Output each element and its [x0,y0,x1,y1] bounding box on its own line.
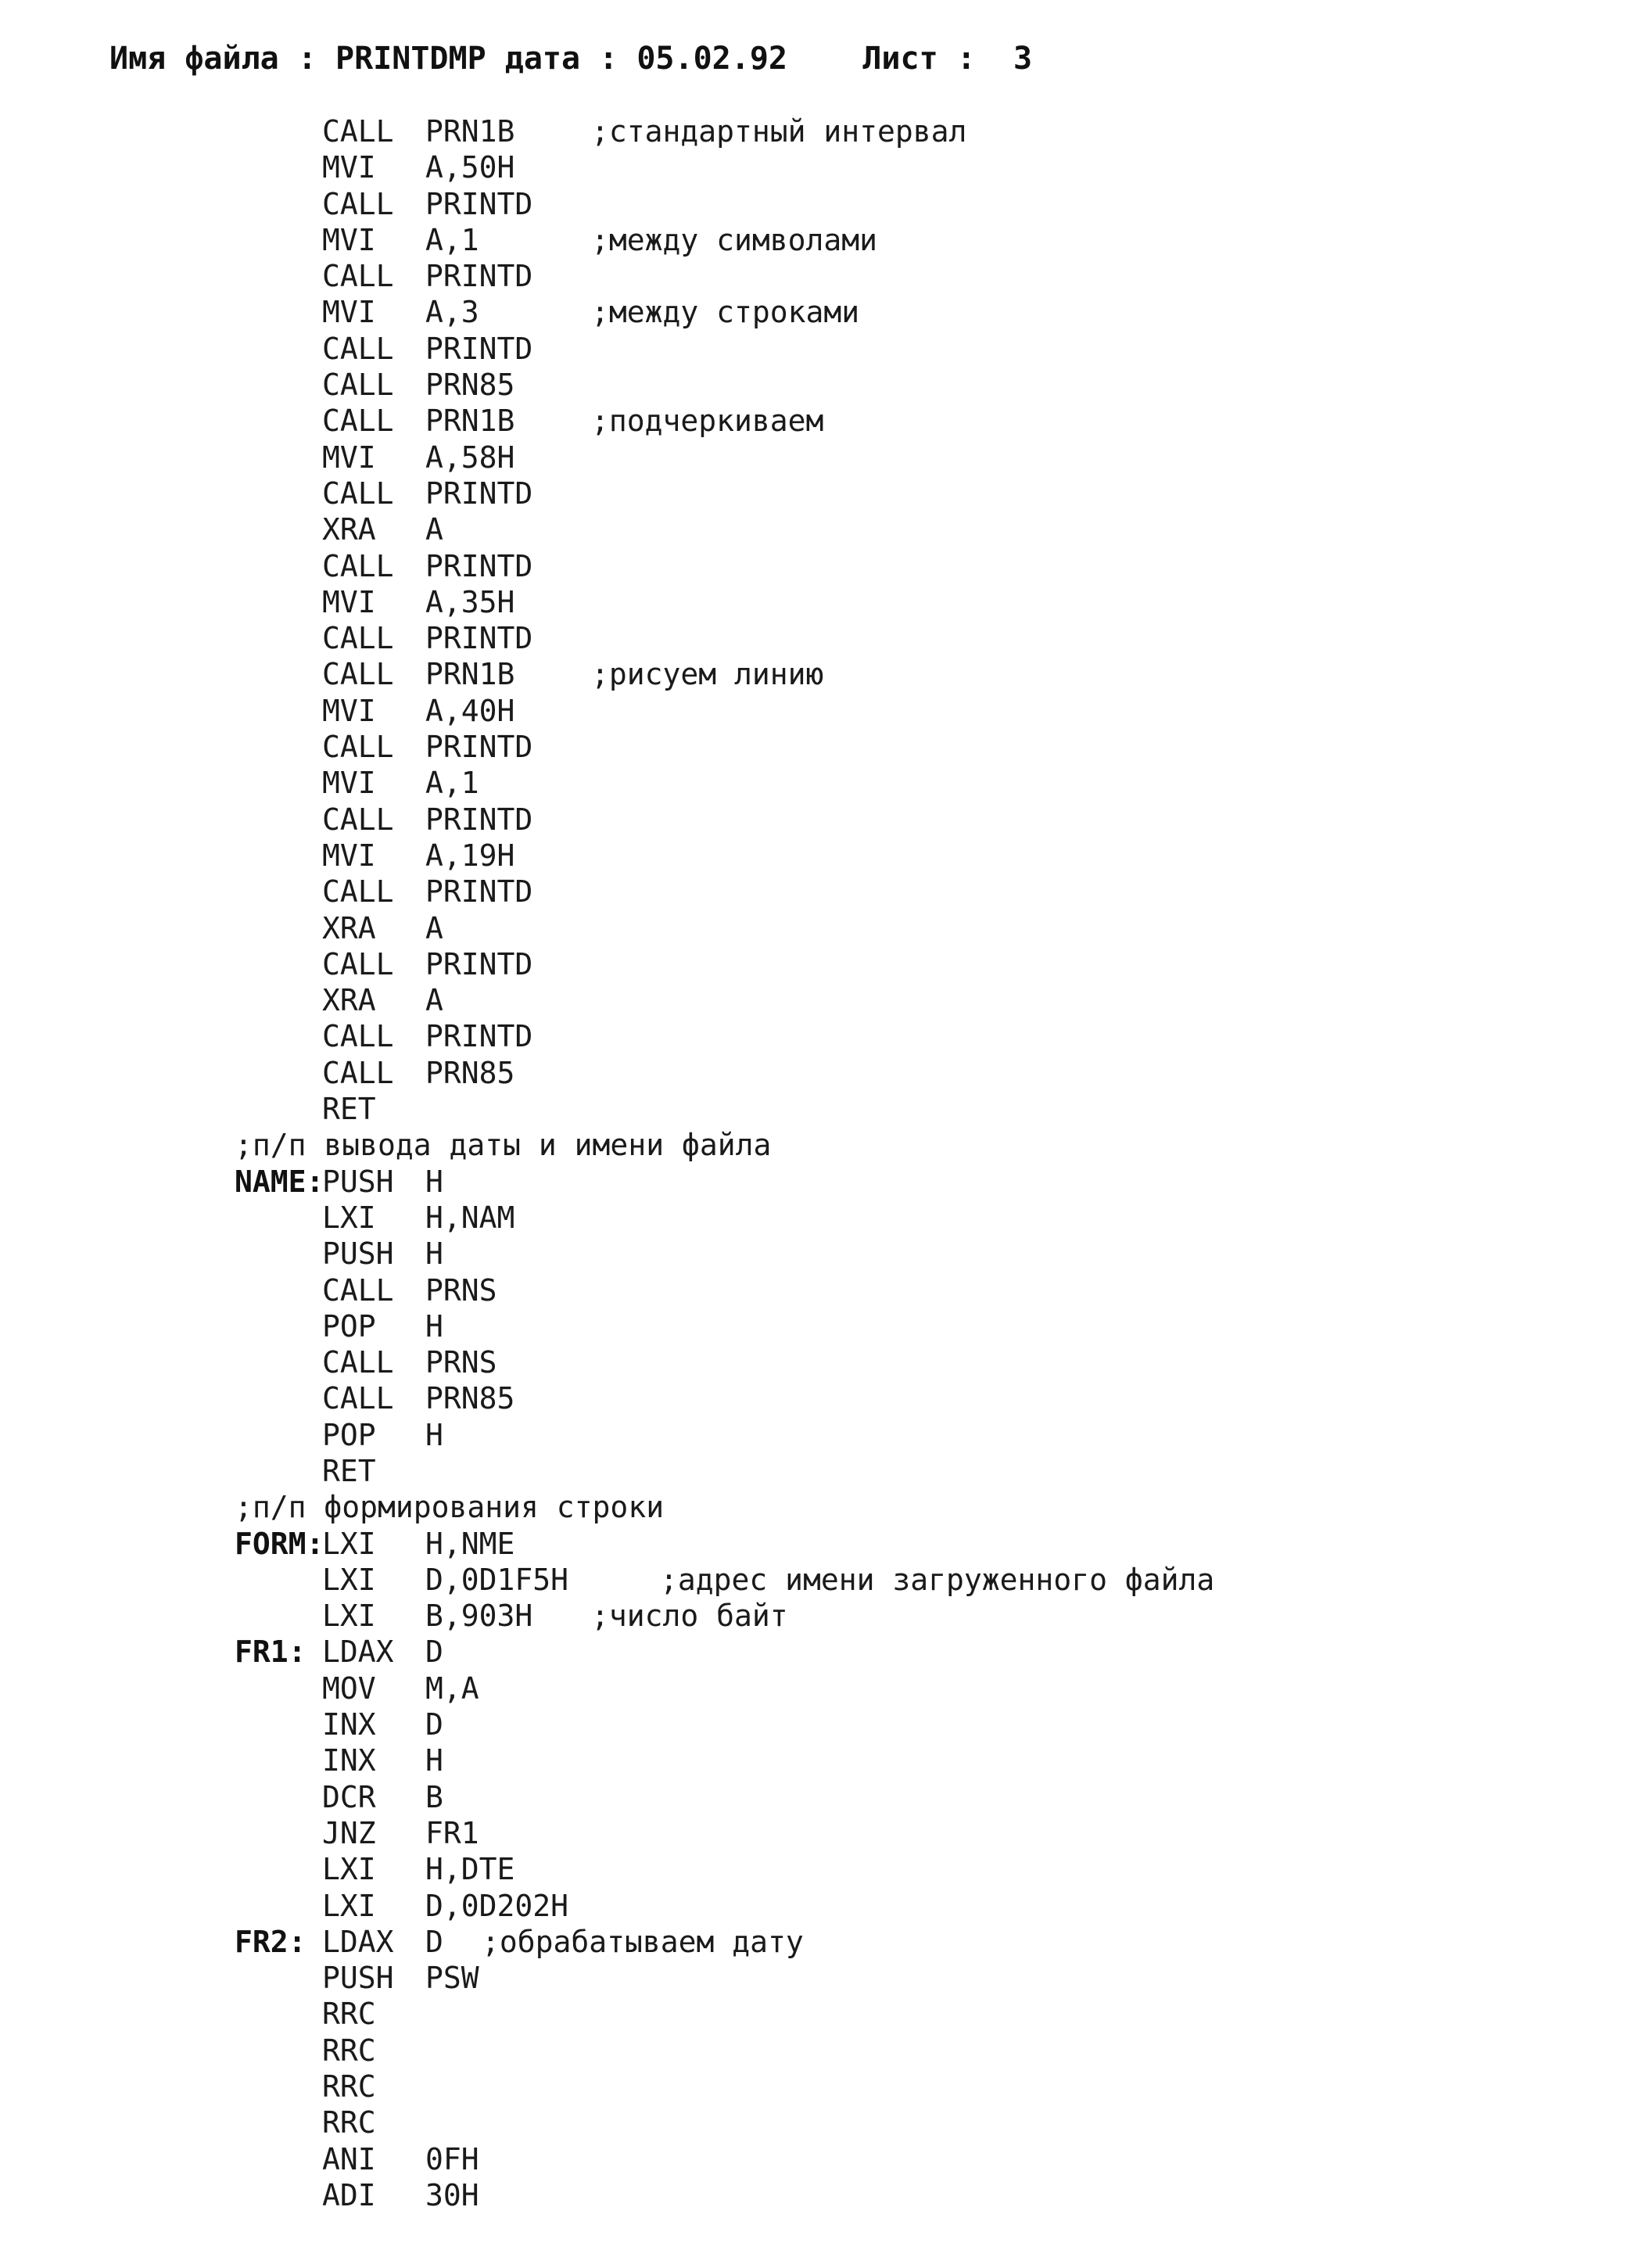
code-comment: ;число байт [591,1599,788,1634]
code-opcode: LDAX [322,1635,394,1670]
code-opcode: PUSH [322,1236,394,1272]
code-opcode: ANI [322,2141,376,2176]
code-opcode: CALL [322,1272,394,1308]
code-line [235,2069,1626,2105]
code-line [235,693,1626,729]
code-operand: A,19H [425,838,515,873]
code-operand: PRINTD [425,946,533,981]
code-line [235,1996,1626,2032]
code-line [235,1562,1626,1598]
code-operand: PRN1B [425,657,515,692]
code-opcode: RRC [322,2033,376,2068]
code-line [235,1670,1626,1706]
code-opcode: MOV [322,1670,376,1706]
code-opcode: CALL [322,946,394,981]
code-opcode: MVI [322,584,376,619]
section-comment: ;п/п вывода даты и имени файла [235,1128,772,1163]
code-line [235,1526,1626,1562]
code-operand: D,0D202H [425,1888,569,1923]
code-line [235,620,1626,656]
code-line [235,729,1626,765]
code-operand: H [425,1164,443,1199]
code-operand: A [425,910,443,946]
code-line [235,1380,1626,1416]
code-line [235,475,1626,511]
code-operand: PRINTD [425,259,533,294]
code-opcode: CALL [322,1381,394,1416]
code-opcode: CALL [322,621,394,656]
code-operand: PRINTD [425,475,533,511]
code-opcode: LXI [322,1526,376,1561]
code-line [235,1055,1626,1091]
code-line [235,1924,1626,1960]
code-comment: ;стандартный интервал [591,114,967,149]
code-operand: D [425,1924,443,1959]
code-opcode: INX [322,1743,376,1778]
code-opcode: CALL [322,1345,394,1380]
code-opcode: CALL [322,548,394,583]
code-line [235,802,1626,838]
code-operand: PRN85 [425,368,515,403]
code-line [235,1417,1626,1453]
code-opcode: XRA [322,512,376,547]
code-line [235,294,1626,330]
code-line [235,1742,1626,1778]
code-line [235,2177,1626,2213]
code-operand: PRN85 [425,1055,515,1090]
code-line [235,1706,1626,1742]
code-operand: A [425,512,443,547]
code-line [235,656,1626,692]
code-operand: PRINTD [425,186,533,221]
file-label: Имя файла : [109,41,317,77]
code-operand: A,35H [425,584,515,619]
code-operand: FR1 [425,1815,479,1850]
code-operand: D,0D1F5H [425,1562,569,1597]
code-comment: ;подчеркиваем [591,404,824,439]
code-operand: PRN1B [425,114,515,149]
code-operand: PRINTD [425,548,533,583]
code-operand: H [425,1236,443,1272]
code-line [235,1815,1626,1851]
code-opcode: RRC [322,2105,376,2141]
code-opcode: RRC [322,1997,376,2032]
code-opcode: CALL [322,475,394,511]
code-opcode: CALL [322,730,394,765]
code-opcode: PUSH [322,1961,394,1996]
code-operand: PRINTD [425,331,533,366]
code-operand: PRINTD [425,621,533,656]
code-line [235,1344,1626,1380]
code-operand: PRN85 [425,1381,515,1416]
code-opcode: RET [322,1092,376,1127]
code-opcode: CALL [322,874,394,910]
code-line [235,946,1626,982]
code-line [235,258,1626,294]
code-opcode: CALL [322,368,394,403]
code-operand: PRINTD [425,874,533,910]
code-opcode: LXI [322,1562,376,1597]
code-comment: ;обрабатываем дату [482,1924,804,1959]
code-opcode: CALL [322,259,394,294]
code-operand: PRINTD [425,1019,533,1054]
code-opcode: MVI [322,295,376,330]
code-operand: PSW [425,1961,479,1996]
code-operand: M,A [425,1670,479,1706]
code-comment: ;адрес имени загруженного файла [660,1562,1215,1597]
code-operand: PRINTD [425,802,533,837]
code-operand: A,1 [425,222,479,257]
code-line [235,2141,1626,2177]
code-opcode: RRC [322,2069,376,2105]
code-line [235,1200,1626,1236]
code-line [235,1127,1626,1163]
code-line [235,149,1626,185]
code-operand: H,DTE [425,1852,515,1887]
code-operand: A,1 [425,766,479,801]
code-opcode: ADI [322,2177,376,2212]
code-opcode: POP [322,1417,376,1452]
code-operand: D [425,1635,443,1670]
code-opcode: PUSH [322,1164,394,1199]
code-line [235,838,1626,874]
sheet-number: 3 [1013,41,1033,77]
date-value: 05.02.92 [636,41,787,77]
code-line [235,1272,1626,1308]
code-operand: 0FH [425,2141,479,2176]
code-operand: PRINTD [425,730,533,765]
code-opcode: CALL [322,114,394,149]
code-line [235,113,1626,149]
code-opcode: MVI [322,150,376,185]
code-opcode: MVI [322,222,376,257]
code-line [235,1091,1626,1127]
code-opcode: XRA [322,983,376,1018]
code-operand: A,40H [425,693,515,728]
code-line [235,1308,1626,1344]
date-label: дата : [504,41,618,77]
code-opcode: LXI [322,1200,376,1235]
code-operand: A,50H [425,150,515,185]
code-line [235,2033,1626,2069]
code-opcode: LXI [322,1599,376,1634]
code-opcode: LDAX [322,1924,394,1959]
code-opcode: CALL [322,1055,394,1090]
code-opcode: JNZ [322,1815,376,1850]
code-line [235,1489,1626,1525]
code-opcode: CALL [322,186,394,221]
code-operand: A [425,983,443,1018]
code-operand: B [425,1779,443,1814]
code-label: FR2: [235,1924,307,1959]
code-line [235,1779,1626,1815]
code-line [235,548,1626,584]
code-comment: ;рисуем линию [591,657,824,692]
code-line [235,367,1626,403]
code-operand: PRNS [425,1345,497,1380]
code-operand: B,903H [425,1599,533,1634]
code-operand: PRN1B [425,404,515,439]
code-opcode: MVI [322,838,376,873]
code-line [235,982,1626,1018]
code-line [235,1453,1626,1489]
code-opcode: MVI [322,766,376,801]
code-opcode: LXI [322,1852,376,1887]
code-line [235,2105,1626,2141]
code-line [235,910,1626,946]
code-opcode: LXI [322,1888,376,1923]
code-operand: D [425,1707,443,1742]
code-opcode: MVI [322,693,376,728]
file-name: PRINTDMP [335,41,486,77]
code-line [235,1888,1626,1924]
code-line [235,1164,1626,1200]
code-label: FORM: [235,1526,324,1561]
code-opcode: MVI [322,440,376,475]
code-line [235,511,1626,547]
code-opcode: DCR [322,1779,376,1814]
page-header [109,41,1032,77]
code-line [235,1236,1626,1272]
code-opcode: CALL [322,404,394,439]
code-listing [235,113,1626,2213]
section-comment: ;п/п формирования строки [235,1490,665,1525]
code-operand: H [425,1743,443,1778]
code-comment: ;между строками [591,295,860,330]
code-operand: PRNS [425,1272,497,1308]
code-operand: H [425,1308,443,1344]
code-opcode: XRA [322,910,376,946]
code-line [235,584,1626,620]
code-opcode: POP [322,1308,376,1344]
code-comment: ;между символами [591,222,878,257]
code-line [235,222,1626,258]
code-line [235,1018,1626,1054]
code-line [235,440,1626,475]
code-operand: H,NAM [425,1200,515,1235]
code-label: NAME: [235,1164,324,1199]
code-line [235,1851,1626,1887]
code-opcode: CALL [322,657,394,692]
code-line [235,1598,1626,1634]
code-opcode: CALL [322,1019,394,1054]
sheet-label: Лист : [862,41,976,77]
code-operand: H [425,1417,443,1452]
code-operand: 30H [425,2177,479,2212]
code-line [235,765,1626,801]
code-line [235,1960,1626,1996]
code-line [235,403,1626,439]
code-opcode: CALL [322,802,394,837]
code-line [235,874,1626,910]
code-label: FR1: [235,1635,307,1670]
code-opcode: CALL [322,331,394,366]
code-operand: H,NME [425,1526,515,1561]
code-opcode: INX [322,1707,376,1742]
code-line [235,331,1626,367]
code-operand: A,58H [425,440,515,475]
code-opcode: RET [322,1453,376,1488]
code-operand: A,3 [425,295,479,330]
code-line [235,186,1626,222]
code-line [235,1634,1626,1670]
